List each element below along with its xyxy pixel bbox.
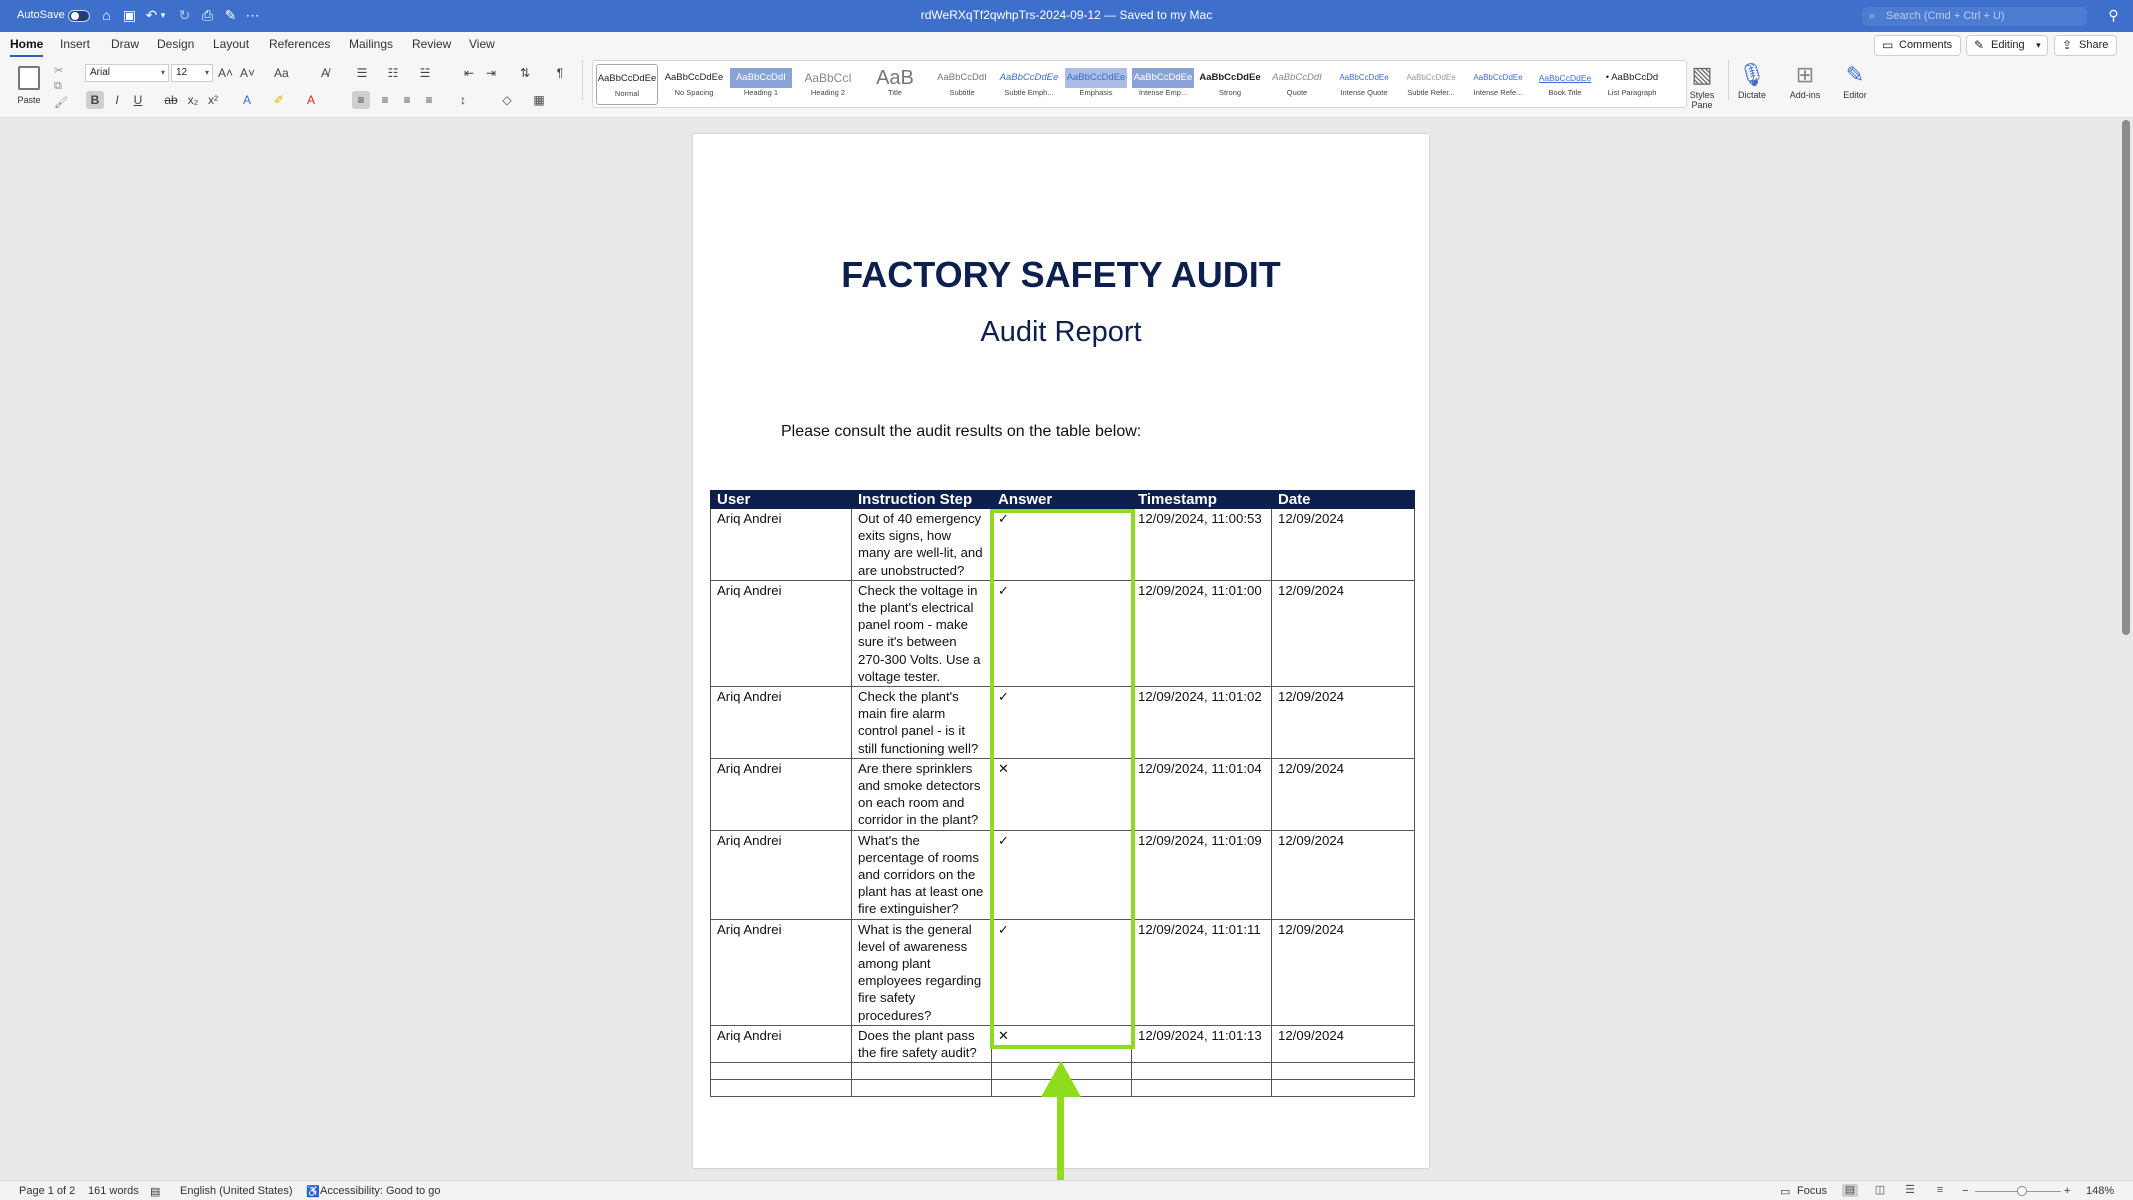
dictate-label: Dictate [1737,90,1766,100]
save-icon[interactable]: ▣ [122,7,137,23]
zoom-level[interactable]: 148% [2086,1185,2115,1197]
cell-user[interactable]: Ariq Andrei [711,687,852,759]
search-box[interactable] [1862,7,2087,26]
style-preview: AaB [876,68,914,88]
empty-cell[interactable] [1132,1063,1272,1080]
justify-icon[interactable]: ≡ [425,93,433,107]
cell-instruction-step[interactable]: Check the plant's main fire alarm control panel - is it still functioning well? [852,687,992,759]
audit-table [710,490,1415,1097]
italic-icon[interactable]: I [115,93,119,107]
account-icon[interactable]: ⚲ [2108,7,2119,23]
style-emphasis[interactable] [1065,64,1127,105]
empty-cell[interactable] [1132,1080,1272,1097]
font-size-value: 12 [176,67,188,78]
search-icon: ⌕ [1869,10,1876,22]
empty-cell[interactable] [711,1080,852,1097]
page-count[interactable]: Page 1 of 2 [19,1185,76,1197]
font-name-select[interactable] [85,64,169,82]
redo-icon[interactable]: ↻ [178,7,191,23]
divider [582,60,583,100]
style-name: Subtle Refer... [1407,88,1455,97]
style-name: Title [888,88,902,97]
table-row [711,758,1415,830]
style-preview: • AaBbCcDd [1605,72,1659,83]
comment-icon: ▭ [1882,38,1894,52]
style-heading-2[interactable] [797,64,859,105]
styles-gallery [592,60,1687,108]
table-row [711,580,1415,686]
editing-button[interactable] [1966,35,2048,56]
document-title: rdWeRXqTf2qwhpTrs-2024-09-12 — Saved to my Mac [920,8,1213,22]
cell-timestamp[interactable]: 12/09/2024, 11:01:00 [1132,580,1272,686]
style-preview: AaBbCcDdEe [597,73,657,84]
align-center-icon[interactable]: ≡ [381,93,389,107]
cell-answer[interactable]: ✓ [992,580,1132,686]
document-subtitle: Audit Report [980,316,1142,348]
undo-dropdown-icon[interactable]: ▾ [160,10,166,20]
font-color-icon[interactable]: A [306,93,315,107]
status-bar [0,1180,2133,1200]
highlight-color-icon[interactable]: ✐ [273,93,285,107]
cell-answer[interactable]: ✕ [992,1025,1132,1062]
editor-icon: ✎ [1845,62,1865,87]
zoom-in-icon[interactable]: + [2064,1185,2071,1197]
share-icon: ⇪ [2062,38,2073,52]
document-page[interactable] [693,134,1429,1168]
cell-answer[interactable]: ✓ [992,509,1132,581]
show-formatting-icon[interactable]: ¶ [556,66,564,80]
style-preview: AaBbCcDdEe [1473,73,1523,82]
ribbon [0,32,2133,118]
header-timestamp: Timestamp [1132,491,1272,509]
table-row [711,919,1415,1025]
font-name-value: Arial [90,67,111,78]
line-spacing-icon[interactable]: ↕ [460,93,466,107]
cell-instruction-step[interactable]: Does the plant pass the fire safety audit? [852,1025,992,1062]
sort-icon[interactable]: ⇅ [519,66,531,80]
intro-paragraph: Please consult the audit results on the table below: [781,423,1142,440]
cell-instruction-step[interactable]: Out of 40 emergency exits signs, how many are well-lit, and are unobstructed? [852,509,992,581]
bold-icon[interactable]: B [86,91,104,109]
header-user: User [711,491,852,509]
grow-font-icon[interactable]: A˄ [218,66,234,80]
table-row [711,509,1415,581]
style-list-paragraph[interactable] [1601,64,1663,105]
zoom-out-icon[interactable]: − [1962,1185,1969,1197]
cell-timestamp[interactable]: 12/09/2024, 11:01:11 [1132,919,1272,1025]
cell-instruction-step[interactable]: What's the percentage of rooms and corridors on the plant has at least one fire extinguisher? [852,830,992,919]
cell-timestamp[interactable]: 12/09/2024, 11:00:53 [1132,509,1272,581]
style-name: Strong [1218,88,1242,97]
style-no-spacing[interactable] [663,64,725,105]
style-title[interactable] [864,64,926,105]
web-layout-icon[interactable]: ◫ [1874,1184,1886,1196]
strikethrough-icon[interactable]: ab [164,93,178,107]
editor-button[interactable] [1831,60,1879,100]
style-name: Heading 1 [743,88,779,97]
accessibility-status[interactable]: Accessibility: Good to go [320,1185,441,1197]
style-preview: AaBbCcDdEe [1199,72,1261,83]
pencil-icon: ✎ [1974,38,1985,52]
vertical-scrollbar[interactable] [2122,120,2130,635]
cell-date[interactable]: 12/09/2024 [1272,687,1415,759]
style-name: No Spacing [674,88,714,97]
tab-home[interactable]: Home [10,37,44,51]
style-preview: AaBbCcI [804,71,852,85]
tab-mailings[interactable]: Mailings [349,37,394,51]
style-preview: AaBbCcDdEe [664,72,724,83]
header-date: Date [1272,491,1415,509]
style-heading-1[interactable] [730,64,792,105]
style-normal[interactable] [596,64,658,105]
style-preview: AaBbCcDdI [730,68,792,88]
chevron-down-icon: ▾ [160,68,165,77]
style-strong[interactable] [1199,64,1261,105]
table-row [711,830,1415,919]
cell-user[interactable]: Ariq Andrei [711,509,852,581]
proofing-icon[interactable]: ▤ [150,1186,161,1198]
tab-review[interactable]: Review [412,37,452,51]
share-label: Share [2079,39,2109,51]
cell-answer[interactable]: ✓ [992,687,1132,759]
style-name: Normal [614,89,640,98]
print-icon[interactable]: ⎙ [201,7,214,23]
print-layout-icon[interactable]: ▤ [1842,1184,1858,1197]
underline-icon[interactable]: U [133,93,143,107]
cell-instruction-step[interactable]: What is the general level of awareness among plant employees regarding fire safety procedures? [852,919,992,1025]
cell-user[interactable]: Ariq Andrei [711,1025,852,1062]
style-intense-emphasis[interactable] [1132,64,1194,105]
styles-pane-label: Styles Pane [1689,90,1715,110]
multilevel-list-icon[interactable]: ☱ [419,66,431,80]
numbering-icon[interactable]: ☷ [387,66,399,80]
addins-icon: ⊞ [1795,62,1815,87]
style-subtle-emphasis[interactable] [998,64,1060,105]
style-subtle-reference[interactable] [1400,64,1462,105]
cell-date[interactable]: 12/09/2024 [1272,830,1415,919]
style-preview: AaBbCcDdEe [1132,68,1194,88]
style-name: Intense Emp... [1138,88,1188,97]
style-preview: AaBbCcDdI [1272,72,1322,83]
word-count[interactable]: 161 words [88,1185,139,1197]
addins-label: Add-ins [1789,90,1821,100]
editor-label: Editor [1843,90,1867,100]
style-name: Emphasis [1079,88,1113,97]
undo-icon[interactable]: ↶ [145,7,158,23]
format-painter-icon[interactable]: 🖌 [54,97,68,109]
tab-references[interactable]: References [269,37,331,51]
document-heading: FACTORY SAFETY AUDIT [841,254,1281,295]
cell-date[interactable]: 12/09/2024 [1272,509,1415,581]
increase-indent-icon[interactable]: ⇥ [485,66,497,80]
paste-label: Paste [17,95,41,105]
comments-label: Comments [1899,39,1953,51]
style-book-title[interactable] [1534,64,1596,105]
subscript-icon[interactable]: x₂ [187,93,199,107]
decrease-indent-icon[interactable]: ⇤ [463,66,475,80]
table-row [711,687,1415,759]
cell-user[interactable]: Ariq Andrei [711,580,852,686]
search-placeholder: Search (Cmd + Ctrl + U) [1886,10,2005,22]
empty-cell[interactable] [1272,1063,1415,1080]
copy-icon[interactable]: ⧉ [54,80,62,92]
cell-timestamp[interactable]: 12/09/2024, 11:01:13 [1132,1025,1272,1062]
text-effects-icon[interactable]: A [242,93,251,107]
header-instruction-step: Instruction Step [852,491,992,509]
comments-button[interactable] [1874,35,1961,56]
autosave-label: AutoSave [17,9,65,21]
cell-instruction-step[interactable]: Check the voltage in the plant's electrical panel room - make sure it's between 270-300 Volts. Use a voltage tester. [852,580,992,686]
editing-label: Editing [1991,39,2025,51]
styles-pane-icon: ▧ [1691,62,1713,87]
focus-icon: ▭ [1780,1186,1791,1198]
home-icon[interactable]: ⌂ [102,7,111,23]
style-preview: AaBbCcDdEe [1065,68,1127,88]
align-right-icon[interactable]: ≡ [403,93,411,107]
cell-answer[interactable]: ✓ [992,830,1132,919]
style-subtitle[interactable] [931,64,993,105]
style-quote[interactable] [1266,64,1328,105]
table-header-row [711,491,1415,509]
style-preview: AaBbCcDdEe [1339,73,1389,82]
title-bar [0,0,2133,32]
shading-icon[interactable]: ◇ [502,93,512,107]
cell-date[interactable]: 12/09/2024 [1272,758,1415,830]
tab-insert[interactable]: Insert [60,37,91,51]
style-preview: AaBbCcDdI [937,72,987,83]
style-name: Subtle Emph... [1004,88,1054,97]
superscript-icon[interactable]: x² [208,93,218,107]
style-name: Intense Refe... [1473,88,1523,97]
addins-button[interactable] [1781,60,1829,100]
zoom-slider-handle[interactable] [2017,1186,2027,1196]
empty-cell[interactable] [852,1063,992,1080]
more-icon[interactable]: ⋯ [245,7,260,23]
style-name: Book Title [1548,88,1582,97]
cell-user[interactable]: Ariq Andrei [711,830,852,919]
font-size-select[interactable] [171,64,213,82]
draft-view-icon[interactable]: ≡ [1936,1184,1944,1196]
clipboard-icon [18,66,40,90]
cut-icon[interactable]: ✂ [54,65,64,77]
change-case-icon[interactable]: Aa [274,66,289,80]
empty-cell[interactable] [711,1063,852,1080]
edit-icon[interactable]: ✎ [224,7,237,23]
cell-date[interactable]: 12/09/2024 [1272,1025,1415,1062]
paste-button[interactable] [12,62,46,112]
chevron-down-icon: ▾ [2036,40,2041,50]
style-intense-quote[interactable] [1333,64,1395,105]
bullets-icon[interactable]: ☰ [356,66,368,80]
cell-date[interactable]: 12/09/2024 [1272,580,1415,686]
tab-design[interactable]: Design [157,37,195,51]
empty-cell[interactable] [1272,1080,1415,1097]
style-preview: AaBbCcDdEe [999,72,1059,83]
cell-timestamp[interactable]: 12/09/2024, 11:01:09 [1132,830,1272,919]
chevron-down-icon: ▾ [204,68,209,77]
style-intense-reference[interactable] [1467,64,1529,105]
share-button[interactable] [2054,35,2117,56]
table-row [711,1025,1415,1062]
borders-icon[interactable]: ▦ [533,93,545,107]
tab-draw[interactable]: Draw [111,37,140,51]
cell-answer[interactable]: ✓ [992,919,1132,1025]
accessibility-icon: ♿ [306,1186,320,1198]
tab-layout[interactable]: Layout [213,37,250,51]
clear-formatting-icon[interactable]: A̸ [320,66,329,80]
cell-user[interactable]: Ariq Andrei [711,919,852,1025]
style-preview: AaBbCcDdEe [1406,73,1456,82]
style-name: Quote [1286,88,1308,97]
dictate-button[interactable] [1728,60,1776,100]
microphone-icon: 🎙 [1738,62,1766,87]
cell-timestamp[interactable]: 12/09/2024, 11:01:02 [1132,687,1272,759]
header-answer: Answer [992,491,1132,509]
focus-button[interactable]: Focus [1797,1185,1827,1197]
cell-instruction-step[interactable]: Are there sprinklers and smoke detectors on each room and corridor in the plant? [852,758,992,830]
shrink-font-icon[interactable]: A˅ [240,66,256,80]
style-name: Heading 2 [810,88,846,97]
style-name: Intense Quote [1340,88,1388,97]
cell-timestamp[interactable]: 12/09/2024, 11:01:04 [1132,758,1272,830]
cell-date[interactable]: 12/09/2024 [1272,919,1415,1025]
cell-user[interactable]: Ariq Andrei [711,758,852,830]
style-name: Subtitle [949,88,975,97]
tab-view[interactable]: View [469,37,495,51]
arrow-shaft [1057,1092,1064,1182]
styles-pane-button[interactable] [1678,60,1726,110]
outline-view-icon[interactable]: ☰ [1905,1184,1915,1196]
cell-answer[interactable]: ✕ [992,758,1132,830]
language-label[interactable]: English (United States) [180,1185,293,1197]
empty-cell[interactable] [852,1080,992,1097]
style-name: List Paragraph [1607,88,1657,97]
style-preview: AaBbCcDdEe [1538,73,1592,83]
align-left-icon[interactable]: ≡ [352,91,370,109]
